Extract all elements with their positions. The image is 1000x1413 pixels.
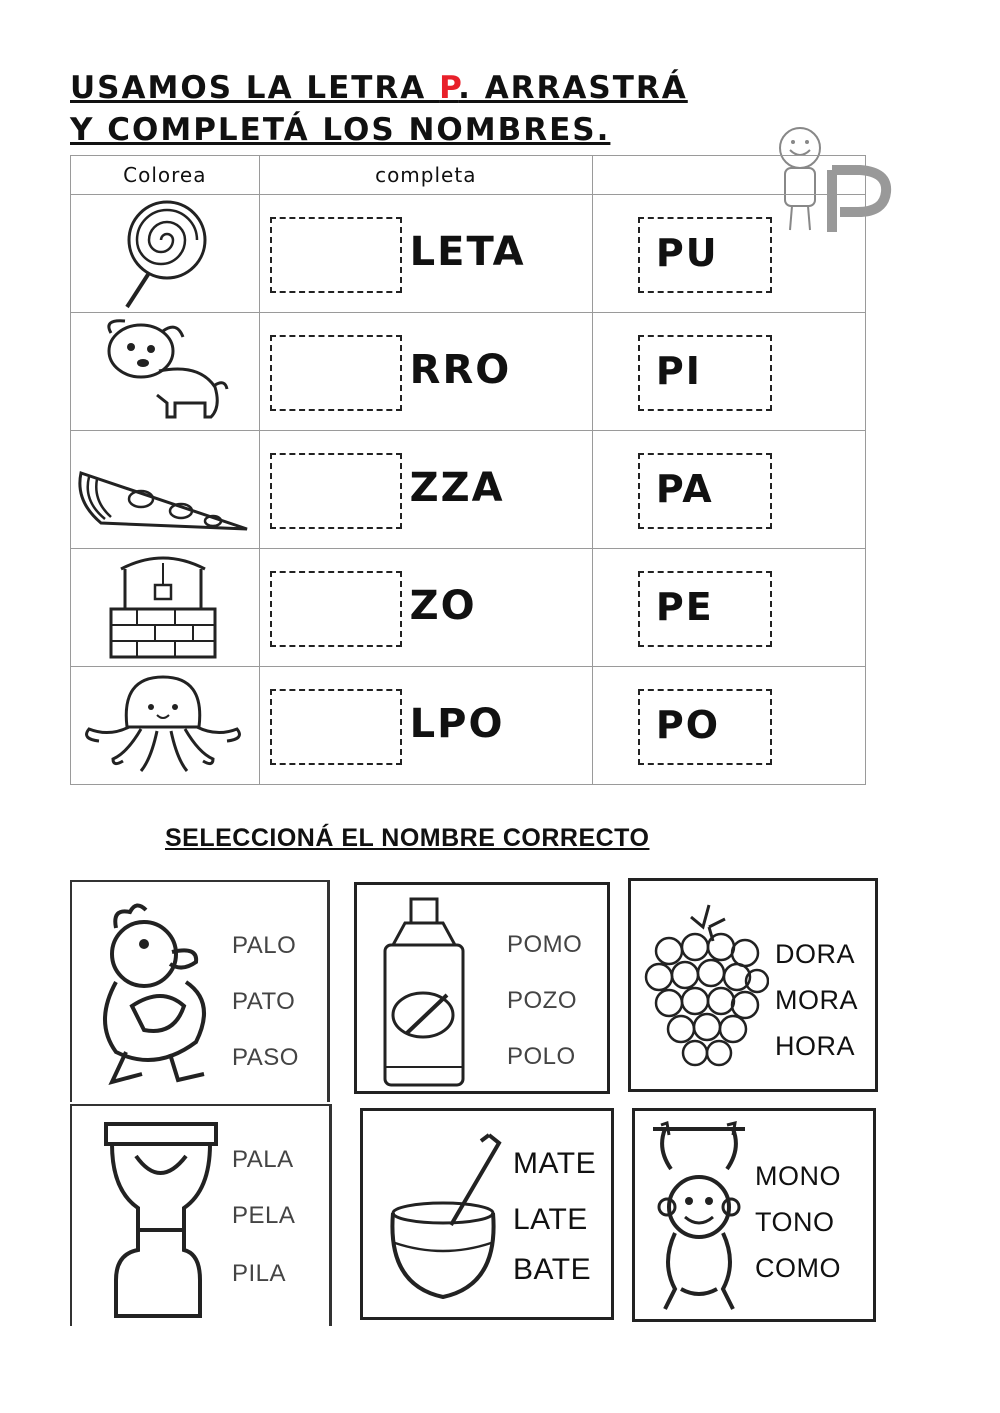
table-row — [71, 313, 866, 431]
option-late[interactable]: LATE — [513, 1203, 588, 1236]
syllable-chip-pi[interactable]: PI — [638, 335, 772, 411]
word-ending: LPO — [409, 701, 505, 747]
duck-icon — [86, 902, 226, 1092]
option-pozo[interactable]: POZO — [507, 987, 578, 1014]
choice-card-mate — [360, 1108, 614, 1320]
option-hora[interactable]: HORA — [775, 1031, 856, 1061]
choice-card-mono — [632, 1108, 876, 1322]
word-ending: ZO — [409, 583, 477, 629]
worksheet-title-line2: Y COMPLETÁ LOS NOMBRES. — [70, 112, 611, 148]
choice-card-mora — [628, 878, 878, 1092]
option-mate[interactable]: MATE — [513, 1147, 597, 1180]
lollipop-icon — [71, 195, 259, 312]
letter-p: P — [439, 70, 459, 106]
drop-zone-1[interactable] — [270, 217, 402, 293]
paint-tube-icon — [375, 897, 475, 1093]
table-row — [71, 431, 866, 549]
choice-card-duck — [70, 880, 330, 1102]
syllable-chip-pa[interactable]: PA — [638, 453, 772, 529]
header-colorea: Colorea — [71, 156, 260, 195]
option-bate[interactable]: BATE — [513, 1253, 592, 1286]
option-mora[interactable]: MORA — [775, 985, 858, 1015]
worksheet-title-line1: USAMOS LA LETRA P. ARRASTRÁ — [70, 70, 688, 106]
choice-card-pala — [70, 1104, 332, 1326]
option-pila[interactable]: PILA — [232, 1260, 287, 1287]
word-ending: LETA — [409, 229, 526, 275]
monkey-icon — [645, 1121, 755, 1315]
option-paso[interactable]: PASO — [232, 1044, 299, 1071]
dog-icon — [71, 313, 259, 430]
mate-icon — [381, 1125, 511, 1311]
blackberry-icon — [639, 901, 769, 1077]
option-pela[interactable]: PELA — [232, 1202, 296, 1229]
header-syllables — [592, 156, 865, 195]
syllable-chip-pu[interactable]: PU — [638, 217, 772, 293]
option-pato[interactable]: PATO — [232, 988, 296, 1015]
word-ending: ZZA — [409, 465, 505, 511]
option-tono[interactable]: TONO — [755, 1207, 835, 1237]
drop-zone-3[interactable] — [270, 453, 402, 529]
octopus-icon — [71, 667, 259, 784]
option-pomo[interactable]: POMO — [507, 931, 583, 958]
option-polo[interactable]: POLO — [507, 1043, 576, 1070]
option-dora[interactable]: DORA — [775, 939, 856, 969]
word-ending: RRO — [409, 347, 512, 393]
shovel-icon — [90, 1120, 220, 1320]
syllable-table — [70, 155, 866, 785]
option-mono[interactable]: MONO — [755, 1161, 841, 1191]
drop-zone-2[interactable] — [270, 335, 402, 411]
choice-card-tube — [354, 882, 610, 1094]
table-row — [71, 549, 866, 667]
table-row — [71, 195, 866, 313]
syllable-chip-po[interactable]: PO — [638, 689, 772, 765]
drop-zone-5[interactable] — [270, 689, 402, 765]
section-title: SELECCIONÁ EL NOMBRE CORRECTO — [165, 824, 650, 852]
option-pala[interactable]: PALA — [232, 1146, 294, 1173]
option-como[interactable]: COMO — [755, 1253, 841, 1283]
table-row — [71, 667, 866, 785]
option-palo[interactable]: PALO — [232, 932, 297, 959]
pizza-icon — [71, 431, 259, 548]
drop-zone-4[interactable] — [270, 571, 402, 647]
header-completa: completa — [259, 156, 592, 195]
well-icon — [71, 549, 259, 666]
syllable-chip-pe[interactable]: PE — [638, 571, 772, 647]
